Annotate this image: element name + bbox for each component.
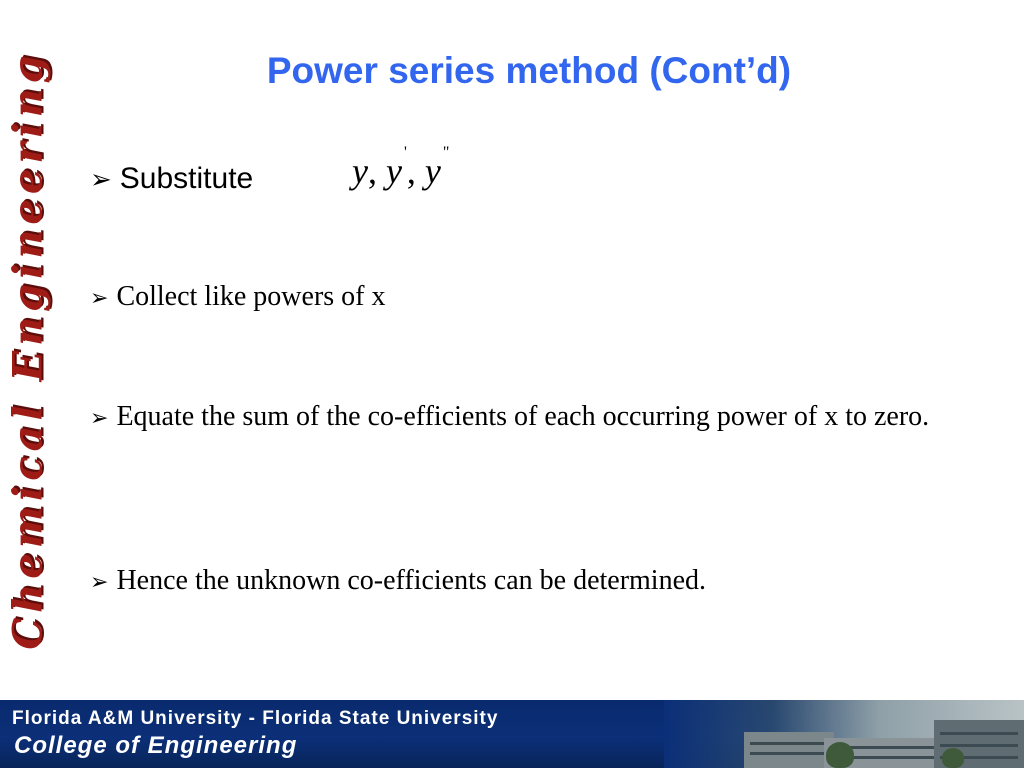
bullet-equate-sum — [90, 396, 960, 439]
math-expression: y, y ', y " — [352, 144, 450, 191]
bullet-collect-powers — [90, 276, 960, 319]
footer-college-name: College of Engineering — [14, 732, 298, 759]
arrow-bullet-icon: ➢ — [90, 286, 109, 311]
side-banner-text: Chemical Engineering — [4, 50, 52, 650]
bullet-text: Hence the unknown co-efficients can be determined. — [116, 565, 707, 596]
arrow-bullet-icon: ➢ — [90, 165, 112, 195]
bullet-unknown-coefficients — [90, 560, 960, 603]
slide-title: Power series method (Cont’d) — [266, 50, 792, 91]
campus-building-image — [664, 700, 1024, 768]
arrow-bullet-icon: ➢ — [90, 406, 109, 431]
side-banner — [0, 0, 56, 700]
footer-university-names: Florida A&M University - Florida State University — [12, 708, 499, 729]
bullet-text: Equate the sum of the co-efficients of each occurring power of x to zero. — [116, 401, 930, 432]
bullet-text: Substitute — [119, 162, 254, 195]
bullet-text: Collect like powers of x — [116, 281, 386, 312]
bullet-substitute — [90, 144, 960, 196]
footer-banner — [0, 700, 1024, 768]
arrow-bullet-icon: ➢ — [90, 570, 109, 595]
